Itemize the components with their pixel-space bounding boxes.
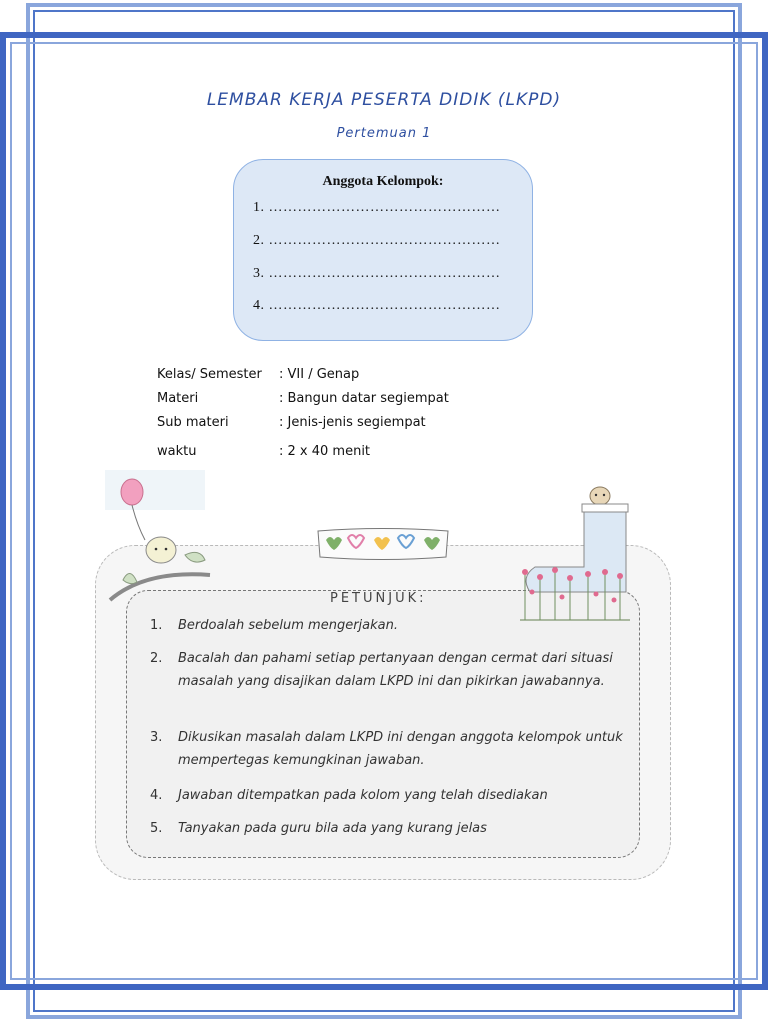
group-member-line-4[interactable]: 4. ………………………………………… <box>253 298 501 313</box>
instruction-step-number: 1. <box>150 618 163 633</box>
instruction-step-text: Jawaban ditempatkan pada kolom yang telah disediakan <box>178 788 548 803</box>
balloon-character-illustration <box>105 470 215 610</box>
instruction-step-number: 4. <box>150 788 163 803</box>
info-value-submaterial: : Jenis-jenis segiempat <box>279 415 426 430</box>
group-member-line-3[interactable]: 3. ………………………………………… <box>253 266 501 281</box>
info-value-time: : 2 x 40 menit <box>279 444 371 459</box>
document-subtitle: Pertemuan 1 <box>336 126 432 141</box>
info-label-time: waktu <box>157 444 197 459</box>
instructions-title: PETUNJUK: <box>330 591 427 606</box>
info-value-class: : VII / Genap <box>279 367 360 382</box>
instruction-step-number: 2. <box>150 651 163 666</box>
instruction-step-number: 5. <box>150 821 163 836</box>
instruction-step-text: Dikusikan masalah dalam LKPD ini dengan anggota kelompok untuk mempertegas kemungkinan jawaban. <box>178 730 623 768</box>
instruction-step-text: Tanyakan pada guru bila ada yang kurang jelas <box>178 821 487 836</box>
instruction-step-text: Bacalah dan pahami setiap pertanyaan dengan cermat dari situasi masalah yang disajikan dalam LKPD ini dan pikirkan jawabannya. <box>178 651 613 689</box>
group-member-line-2[interactable]: 2. ………………………………………… <box>253 233 501 248</box>
info-label-material: Materi <box>157 391 199 406</box>
boot-flowers-illustration <box>510 482 640 627</box>
instruction-step-number: 3. <box>150 730 163 745</box>
info-value-material: : Bangun datar segiempat <box>279 391 449 406</box>
heart-ribbon-banner <box>316 528 450 560</box>
group-members-box <box>233 159 533 341</box>
info-label-class: Kelas/ Semester <box>157 367 262 382</box>
document-title: LEMBAR KERJA PESERTA DIDIK (LKPD) <box>206 90 562 110</box>
instruction-step-text: Berdoalah sebelum mengerjakan. <box>178 618 398 633</box>
group-member-line-1[interactable]: 1. ………………………………………… <box>253 200 501 215</box>
info-label-submaterial: Sub materi <box>157 415 229 430</box>
group-members-title: Anggota Kelompok: <box>322 174 444 189</box>
